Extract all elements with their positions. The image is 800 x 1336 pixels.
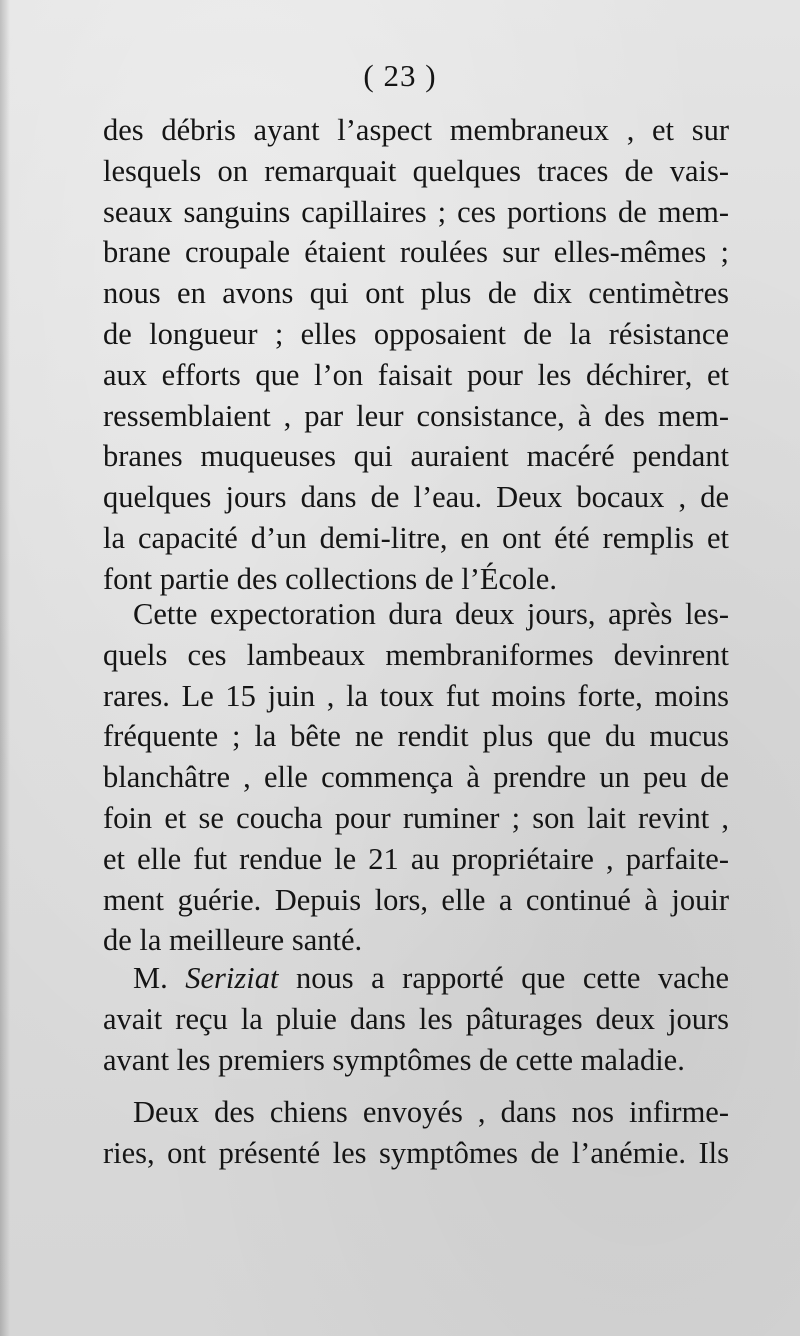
text-line: quels ces lambeaux membraniformes devinrent: [103, 637, 729, 672]
text-fragment: nous a rapporté que cette vache: [295, 961, 730, 995]
text-line: quelques jours dans de l’eau. Deux bocaux , de: [103, 480, 729, 515]
text-line: seaux sanguins capillaires ; ces portions de mem-: [103, 194, 729, 229]
text-line: [103, 958, 729, 999]
title-abbrev: M.: [133, 961, 168, 995]
text-line: avait reçu la pluie dans les pâturages deux jours: [103, 1001, 729, 1036]
text-line: nous en avons qui ont plus de dix centimètres: [103, 276, 729, 311]
text-line: rares. Le 15 juin , la toux fut moins forte, moins: [103, 678, 729, 713]
text-line: brane croupale étaient roulées sur elles-mêmes ;: [103, 235, 729, 270]
paragraph-4: [103, 1092, 729, 1174]
text-line: de longueur ; elles opposaient de la résistance: [103, 316, 729, 351]
text-line: branes muqueuses qui auraient macéré pendant: [103, 439, 729, 474]
paragraph-1: [103, 110, 729, 600]
text-line: blanchâtre , elle commença à prendre un peu de: [103, 760, 729, 795]
text-line: fréquente ; la bête ne rendit plus que du mucus: [103, 719, 729, 754]
text-line: ries, ont présenté les symptômes de l’anémie. Ils: [103, 1135, 729, 1170]
text-line: la capacité d’un demi-litre, en ont été remplis et: [103, 520, 729, 555]
text-line: font partie des collections de l’École.: [103, 561, 557, 596]
paragraph-3: [103, 958, 729, 1080]
text-line: Deux des chiens envoyés , dans nos infirme-: [133, 1095, 729, 1129]
page-number: ( 23 ): [363, 58, 437, 93]
text-line: aux efforts que l’on faisait pour les déchirer, et: [103, 357, 729, 392]
text-line: ment guérie. Depuis lors, elle a continué à jouir: [103, 882, 729, 917]
text-line: et elle fut rendue le 21 au propriétaire , parfaite-: [103, 841, 729, 876]
text-line: foin et se coucha pour ruminer ; son lait revint ,: [103, 800, 729, 835]
paragraph-2: [103, 594, 729, 961]
text-line: Cette expectoration dura deux jours, après les-: [133, 597, 729, 631]
text-line: des débris ayant l’aspect membraneux , et sur: [103, 113, 729, 147]
text-line: avant les premiers symptômes de cette maladie.: [103, 1042, 685, 1077]
text-line: ressemblaient , par leur consistance, à des mem-: [103, 398, 729, 433]
text-line: de la meilleure santé.: [103, 923, 363, 958]
text-line: lesquels on remarquait quelques traces de vais-: [103, 153, 729, 188]
person-name: Seriziat: [185, 961, 279, 995]
